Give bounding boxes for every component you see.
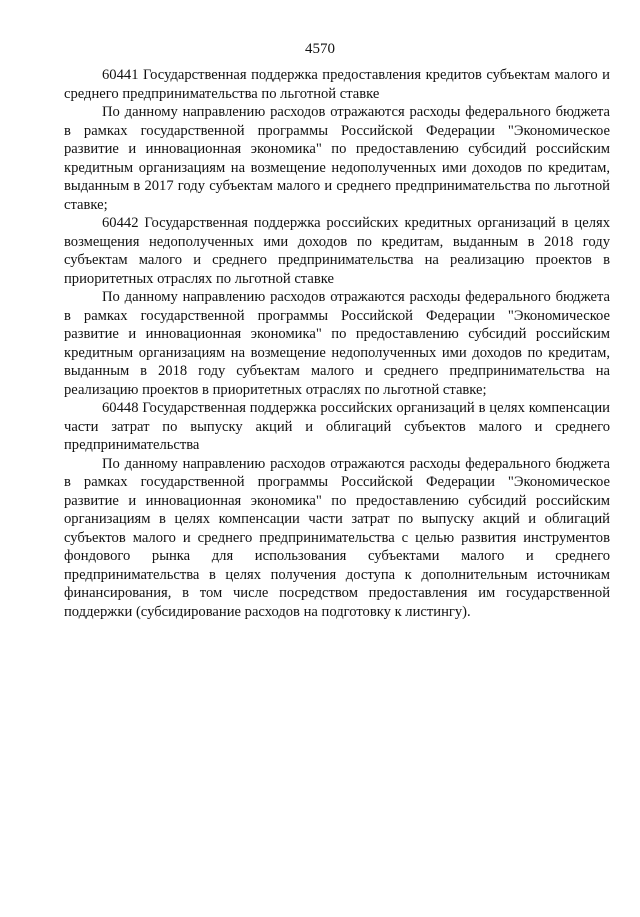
paragraph-60441-description: По данному направлению расходов отражаются расходы федерального бюджета в рамках государственной программы Российской Федерации "Экономическое развитие и инновационная экономика" по предоставлению субсидий российским кредитным организациям на возмещение недополученных ими доходов по кредитам, выданным в 2017 году субъектам малого и среднего предпринимательства по льготной ставке; bbox=[64, 104, 610, 213]
paragraph-60448-title: 60448 Государственная поддержка российских организаций в целях компенсации части затрат по выпуску акций и облигаций субъектов малого и среднего предпринимательства bbox=[64, 400, 610, 453]
paragraph-60448-description: По данному направлению расходов отражаются расходы федерального бюджета в рамках государственной программы Российской Федерации "Экономическое развитие и инновационная экономика" по предоставлению субсидий российским организациям в целях компенсации части затрат по выпуску акций и облигаций субъектов малого и среднего предпринимательства с целью развития инструментов фондового рынка для использования субъектами малого и среднего предпринимательства в целях получения доступа к дополнительным источникам финансирования, в том числе посредством предоставления им государственной поддержки (субсидирование расходов на подготовку к листингу). bbox=[64, 455, 610, 620]
paragraph-60441-title: 60441 Государственная поддержка предоставления кредитов субъектам малого и среднего предпринимательства по льготной ставке bbox=[64, 67, 610, 102]
document-body bbox=[64, 66, 610, 621]
page-number: 4570 bbox=[305, 41, 335, 57]
paragraph-60442-title: 60442 Государственная поддержка российских кредитных организаций в целях возмещения недополученных ими доходов по кредитам, выданным в 2018 году субъектам малого и среднего предпринимательства на реализацию проектов в приоритетных отраслях по льготной ставке bbox=[64, 215, 610, 287]
paragraph-60442-description: По данному направлению расходов отражаются расходы федерального бюджета в рамках государственной программы Российской Федерации "Экономическое развитие и инновационная экономика" по предоставлению субсидий российским кредитным организациям на возмещение недополученных ими доходов по кредитам, выданным в 2018 году субъектам малого и среднего предпринимательства на реализацию проектов в приоритетных отраслях по льготной ставке; bbox=[64, 289, 610, 398]
